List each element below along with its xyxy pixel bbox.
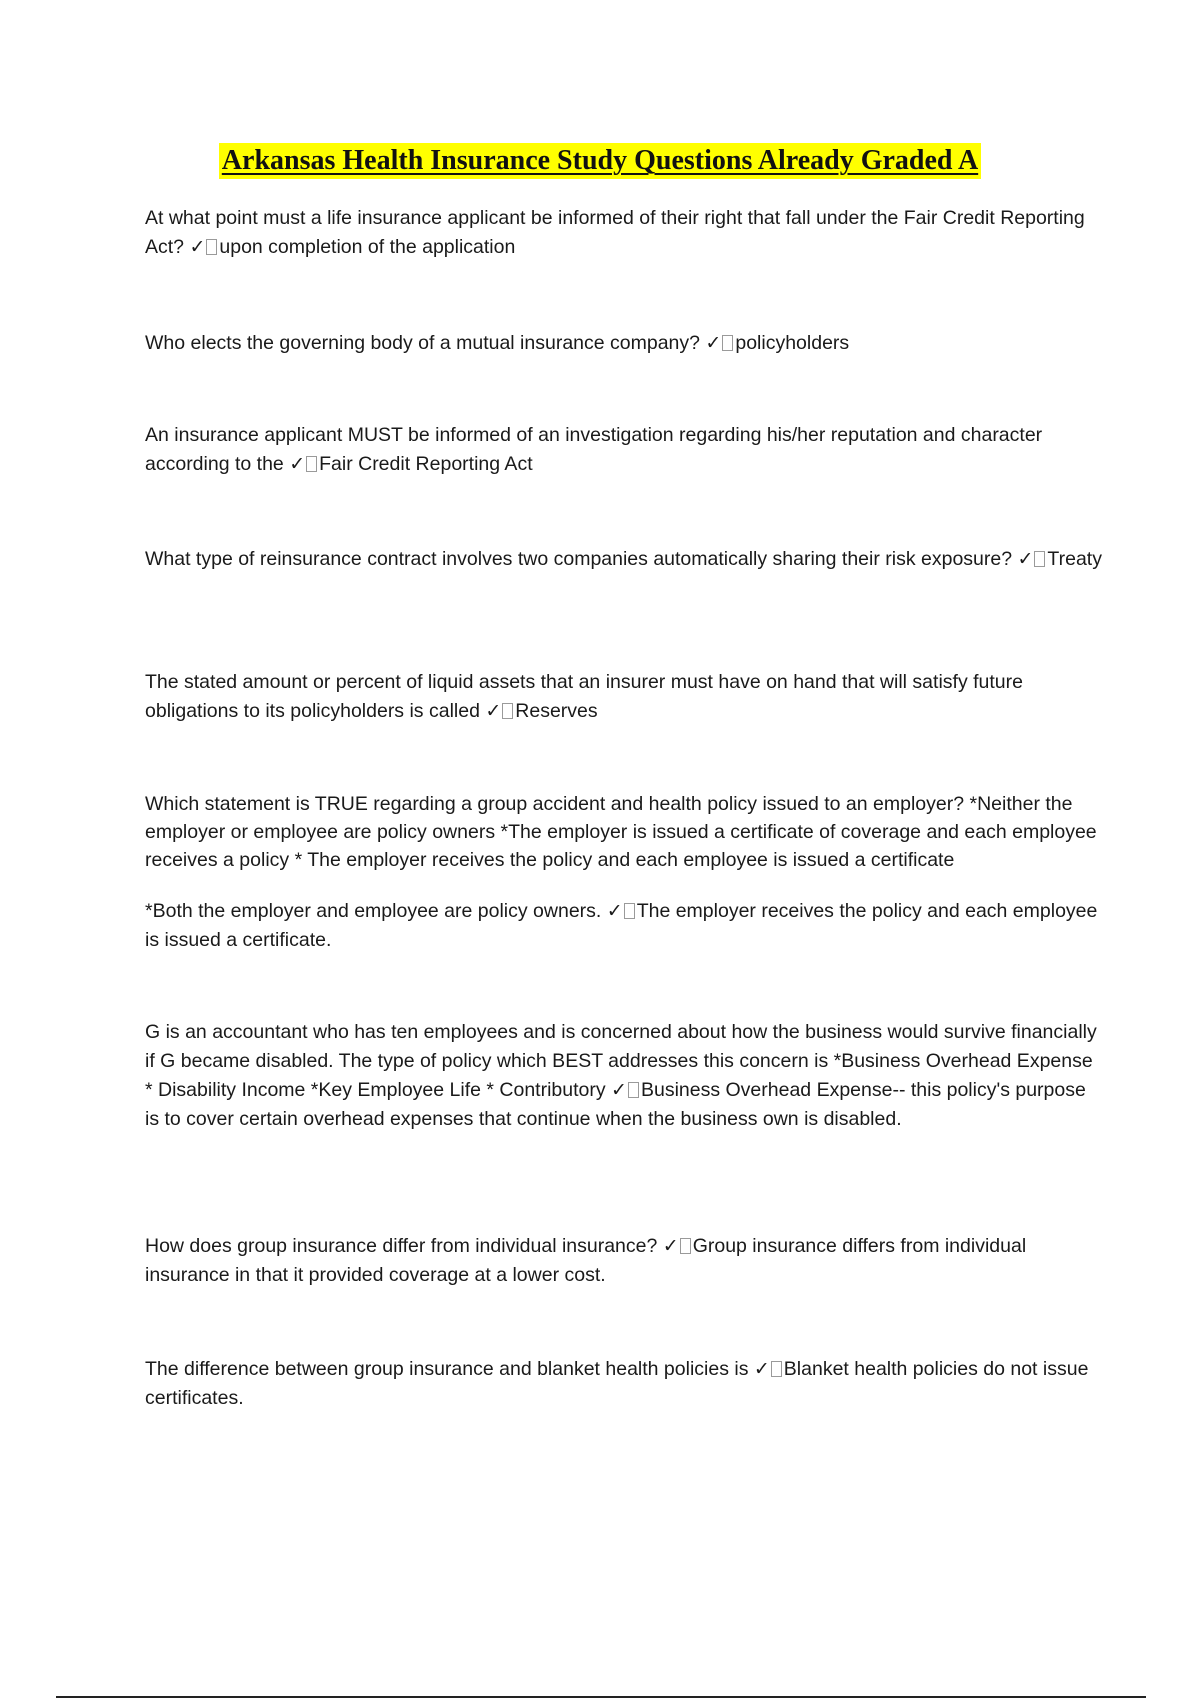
box-glyph-icon (306, 456, 317, 472)
box-glyph-icon (722, 335, 733, 351)
question-text: At what point must a life insurance applicant be informed of their right that fall under the Fair Credit Reporting Act? (145, 207, 1085, 258)
check-icon: ✓ (289, 453, 306, 475)
check-icon: ✓ (606, 900, 623, 922)
box-glyph-icon (628, 1082, 639, 1098)
qa-item-2 (145, 329, 1105, 358)
box-glyph-icon (771, 1361, 782, 1377)
check-icon: ✓ (753, 1358, 770, 1380)
answer-text: Group insurance differs from individual insurance in that it provided coverage at a lower cost. (145, 1235, 1027, 1286)
qa-item-8 (145, 1232, 1105, 1290)
question-text: The stated amount or percent of liquid assets that an insurer must have on hand that will satisfy future obligations to its policyholders is called (145, 671, 1023, 722)
qa-item-6-cont (145, 897, 1105, 955)
question-text-continued: *Both the employer and employee are policy owners. (145, 900, 602, 922)
question-text: G is an accountant who has ten employees and is concerned about how the business would survive financially if G became disabled. The type of policy which BEST addresses this concern is *Business Overhead Expense * Disability Income *Key Employee Life * Contributory (145, 1021, 1097, 1101)
question-text: Who elects the governing body of a mutual insurance company? (145, 332, 700, 354)
answer-text: Treaty (1047, 548, 1102, 570)
page-bottom-rule (56, 1696, 1146, 1698)
qa-item-4 (145, 545, 1105, 574)
title-wrapper (0, 143, 1200, 179)
question-text: An insurance applicant MUST be informed of an investigation regarding his/her reputation and character according to the (145, 424, 1043, 475)
question-text: Which statement is TRUE regarding a group accident and health policy issued to an employer? *Neither the employer or employee are policy owners *The employer is issued a certificate of coverage and each employee receives a policy * The employer receives the policy and each employee is issued a certificate (145, 793, 1097, 871)
qa-item-6 (145, 790, 1105, 874)
question-text: The difference between group insurance and blanket health policies is (145, 1358, 749, 1380)
check-icon: ✓ (662, 1235, 679, 1257)
check-icon: ✓ (189, 236, 206, 258)
answer-text: upon completion of the application (219, 236, 516, 258)
qa-item-1 (145, 204, 1105, 262)
qa-item-9 (145, 1355, 1105, 1413)
box-glyph-icon (502, 703, 513, 719)
answer-text: policyholders (735, 332, 850, 354)
answer-text: Fair Credit Reporting Act (319, 453, 533, 475)
answer-text: The employer receives the policy and each employee is issued a certificate. (145, 900, 1098, 951)
box-glyph-icon (680, 1238, 691, 1254)
check-icon: ✓ (611, 1079, 627, 1101)
answer-text: Reserves (515, 700, 598, 722)
qa-item-7 (145, 1018, 1105, 1134)
box-glyph-icon (624, 903, 635, 919)
question-text: How does group insurance differ from individual insurance? (145, 1235, 658, 1257)
qa-item-5 (145, 668, 1105, 726)
answer-text: Blanket health policies do not issue certificates. (145, 1358, 1089, 1409)
page-title: Arkansas Health Insurance Study Questions Already Graded A (219, 143, 981, 179)
check-icon: ✓ (705, 332, 722, 354)
qa-item-3 (145, 421, 1105, 479)
check-icon: ✓ (485, 700, 502, 722)
question-text: What type of reinsurance contract involves two companies automatically sharing their risk exposure? (145, 548, 1013, 570)
answer-text: Business Overhead Expense-- this policy's purpose is to cover certain overhead expenses that continue when the business own is disabled. (145, 1079, 1086, 1130)
check-icon: ✓ (1017, 548, 1034, 570)
box-glyph-icon (206, 239, 217, 255)
box-glyph-icon (1034, 551, 1045, 567)
